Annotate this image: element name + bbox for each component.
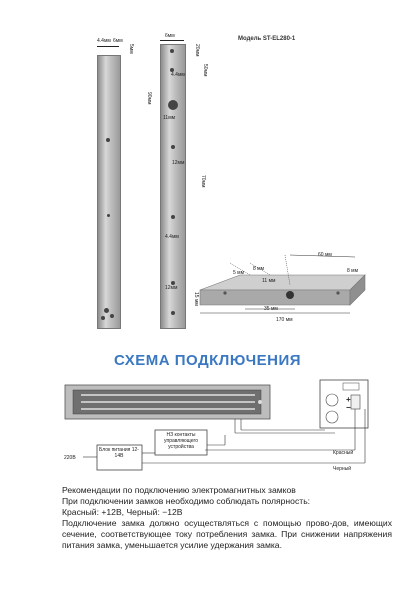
plate-dim-length: 170 мм — [276, 317, 293, 323]
red-wire-label: Красный — [333, 450, 354, 456]
right-dim-4-4-top: 4.4мм — [171, 72, 185, 78]
right-dim-20: 20мм — [194, 44, 200, 57]
left-dim-top: 4.4мм — [97, 38, 111, 44]
scheme-heading: СХЕМА ПОДКЛЮЧЕНИЯ — [113, 352, 302, 369]
nc-contacts-label: НЗ контакты управляющего устройства — [163, 432, 199, 450]
psu-label: Блок питания 12-14В — [99, 447, 139, 459]
left-bar-hole — [107, 214, 110, 217]
recommendations — [62, 485, 392, 551]
right-dim-50: 50мм — [202, 64, 208, 77]
right-bar-hole — [171, 215, 175, 219]
right-bar-hole — [171, 311, 175, 315]
recommendation-colors: Красный: +12В, Черный: −12В — [62, 507, 183, 517]
left-bar — [97, 55, 121, 329]
right-bar-hole — [171, 145, 175, 149]
plate-dim-left-a: 5 мм — [233, 270, 245, 276]
plate-dim-left-b: 8 мм — [253, 266, 265, 272]
mains-label: 220В — [64, 455, 76, 461]
controller-plus: + — [346, 395, 351, 404]
plate-dim-height: 15 мм — [193, 292, 199, 306]
right-bar-bolt-hole — [168, 100, 178, 110]
right-dim-90: 90мм — [146, 92, 152, 105]
left-bar-screw — [110, 314, 114, 318]
recommendation-title: Рекомендации по подключению электромагнитных замков — [62, 485, 296, 495]
right-dim-width: 6мм — [165, 33, 175, 39]
right-bar-hole — [170, 49, 174, 53]
left-bar-screw — [101, 316, 105, 320]
right-dim-12-bottom: 12мм — [165, 285, 178, 291]
wiring-svg — [55, 375, 375, 480]
controller-minus: − — [346, 403, 351, 412]
black-wire-label: Черный — [333, 466, 352, 472]
recommendation-polarity: При подключении замков необходимо соблюдать полярность: — [62, 496, 311, 506]
right-dim-11: 11мм — [163, 115, 176, 121]
left-dim-side: 5мм — [128, 44, 134, 54]
left-dim-top-b: 6мм — [113, 38, 123, 44]
model-title: Модель ST-EL280-1 — [238, 36, 296, 42]
plate-dim-right: 8 мм — [347, 268, 359, 274]
plate-dim-left-c: 11 мм — [262, 278, 276, 284]
right-dim-70: 70мм — [200, 175, 206, 188]
plate-dim-top: 60 мм — [318, 252, 332, 258]
plate-dim-inner: 35 мм — [264, 306, 278, 312]
recommendation-wiring: Подключение замка должно осуществляться с помощью прово-дов, имеющих сечение, соответствующее току потребления замка. При снижении напряжения питания замка, уменьшается усилие удержания замка. — [62, 518, 392, 550]
right-dim-4-4-bottom: 4.4мм — [165, 234, 179, 240]
left-bar-screw — [104, 308, 109, 313]
left-bar-hole — [106, 138, 110, 142]
right-dim-12-top: 12мм — [172, 160, 185, 166]
